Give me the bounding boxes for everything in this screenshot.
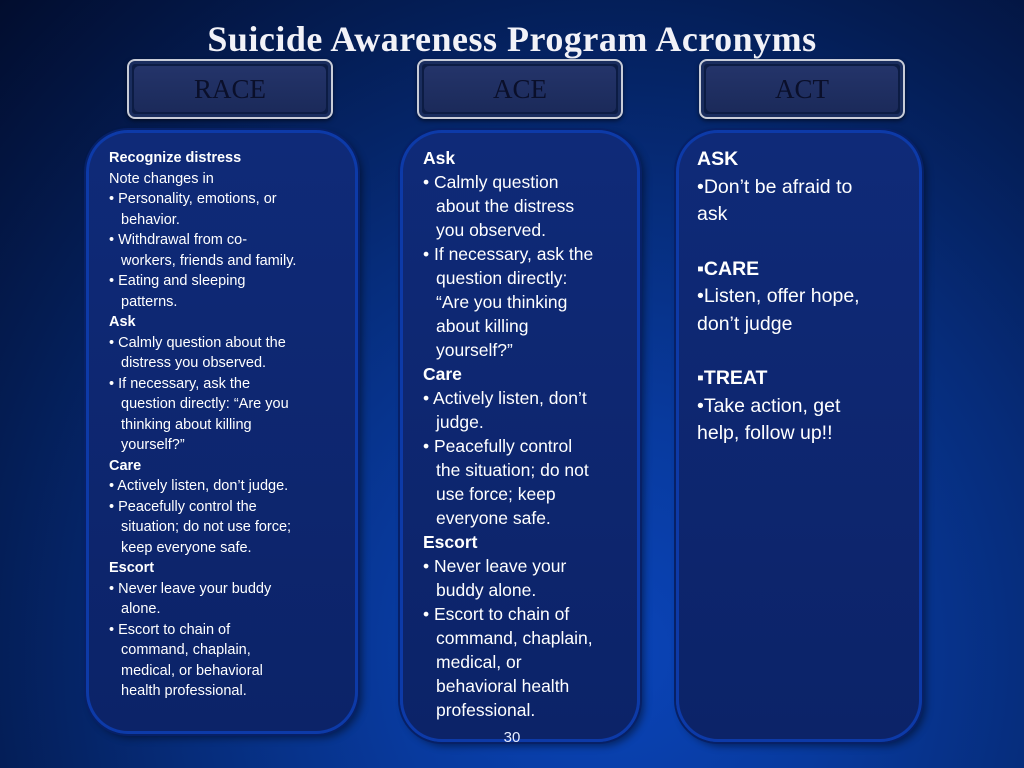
race-text: Note changes in [109,170,214,187]
race-text: distress you observed. [121,355,267,371]
ace-heading-ask: Ask [423,148,456,168]
act-heading-care: ▪CARE [697,257,760,280]
act-text: ask [697,203,728,225]
ace-text: “Are you thinking [436,292,568,312]
act-text: help, follow up!! [697,422,833,444]
race-bullet: • If necessary, ask the [109,375,251,392]
act-content [697,146,912,448]
race-text: alone. [121,601,161,617]
race-bullet: • Never leave your buddy [109,580,272,597]
ace-text: behavioral health [436,676,570,696]
header-ace [417,59,623,119]
ace-heading-escort: Escort [423,532,478,552]
ace-text: question directly: [436,268,568,288]
race-bullet: • Eating and sleeping [109,273,246,289]
ace-bullet: • If necessary, ask the [423,244,594,264]
race-content [109,148,349,702]
ace-text: command, chaplain, [436,628,593,648]
ace-text: everyone safe. [436,508,551,528]
race-bullet: • Withdrawal from co- [109,232,248,248]
ace-text: the situation; do not [436,460,589,480]
ace-bullet: • Actively listen, don’t [423,388,587,408]
ace-text: about killing [436,316,529,336]
race-bullet: • Escort to chain of [109,621,231,638]
race-text: situation; do not use force; [121,519,292,535]
ace-text: use force; keep [436,484,556,504]
race-text: command, chaplain, [121,642,251,658]
race-heading-escort: Escort [109,560,155,576]
act-bullet: •Don’t be afraid to [697,175,853,198]
ace-bullet: • Calmly question [423,172,559,192]
ace-text: buddy alone. [436,580,537,600]
race-heading-recognize: Recognize distress [109,150,242,166]
race-text: medical, or behavioral [121,662,263,679]
ace-text: judge. [436,412,484,432]
ace-text: about the distress [436,196,575,216]
ace-bullet: • Peacefully control [423,436,573,456]
race-text: patterns. [121,293,178,310]
ace-text: professional. [436,700,536,720]
race-text: question directly: “Are you [121,396,289,412]
header-race [127,59,333,119]
ace-text: medical, or [436,652,522,672]
header-act [699,59,905,119]
ace-text: yourself?” [436,340,513,360]
race-bullet: • Personality, emotions, or [109,191,277,207]
page-number: 30 [503,729,521,746]
ace-bullet: • Never leave your [423,556,567,576]
race-bullet: • Peacefully control the [109,498,257,515]
spacer [697,229,912,256]
race-heading-care: Care [109,457,142,474]
race-text: workers, friends and family. [121,252,297,269]
race-bullet: • Actively listen, don’t judge. [109,478,289,494]
race-text: health professional. [121,683,247,699]
race-text: keep everyone safe. [121,539,252,556]
race-text: thinking about killing [121,416,252,433]
act-bullet: •Listen, offer hope, [697,285,860,307]
header-race-label: RACE [134,66,326,112]
header-ace-label: ACE [424,66,616,112]
slide-title: Suicide Awareness Program Acronyms [207,19,817,59]
ace-text: you observed. [436,220,546,240]
header-act-label: ACT [706,66,898,112]
act-heading-ask: ASK [697,148,739,170]
spacer [697,338,912,365]
race-text: yourself?” [121,437,185,453]
ace-bullet: • Escort to chain of [423,604,570,624]
act-heading-treat: ▪TREAT [697,367,768,389]
race-text: behavior. [121,211,180,228]
ace-heading-care: Care [423,364,462,384]
race-bullet: • Calmly question about the [109,334,286,351]
act-bullet: •Take action, get [697,394,841,417]
act-text: don’t judge [697,312,793,335]
ace-content [423,146,633,722]
race-heading-ask: Ask [109,314,136,330]
